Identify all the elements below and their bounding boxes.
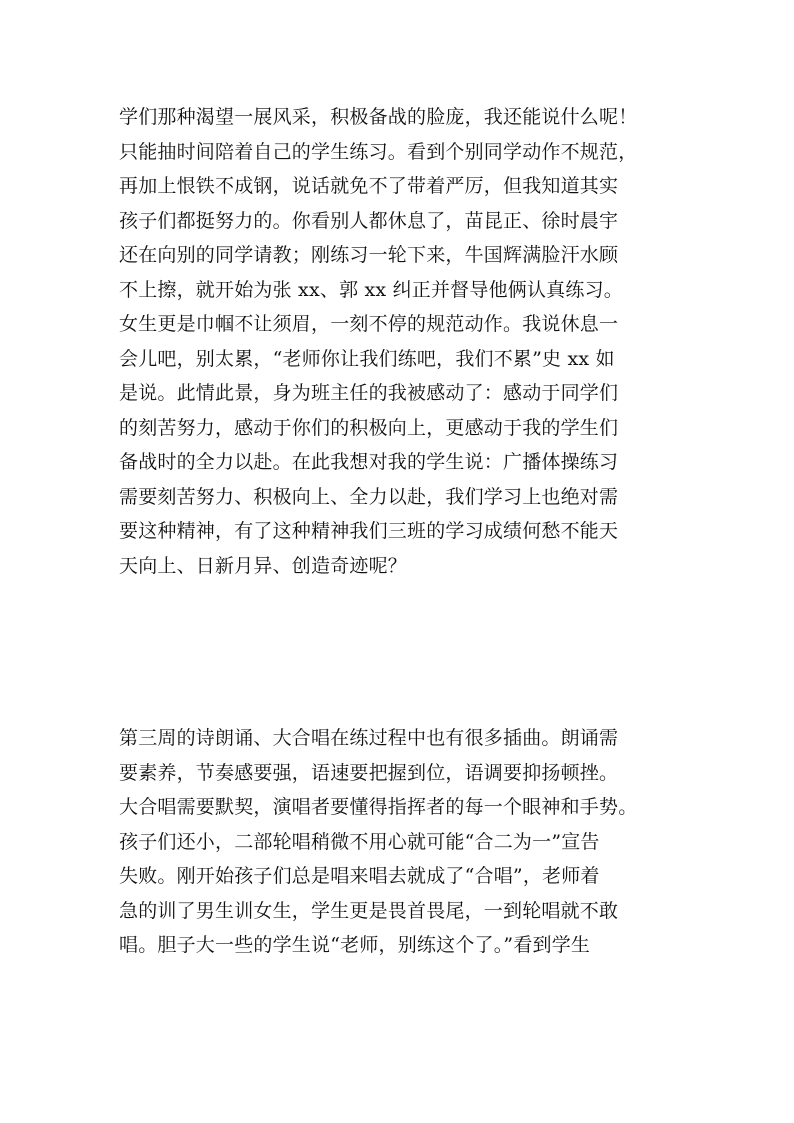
text-line: 女生更是巾帼不让须眉，一刻不停的规范动作。我说休息一 bbox=[119, 313, 619, 335]
text-line: 的刻苦努力，感动于你们的积极向上，更感动于我的学生们 bbox=[119, 416, 619, 439]
text-line: 还在向别的同学请教；刚练习一轮下来，牛国辉满脸汗水顾 bbox=[119, 244, 619, 266]
text-line: 天向上、日新月异、创造奇迹呢？ bbox=[119, 554, 408, 577]
text-line: 需要刻苦努力、积极向上、全力以赴，我们学习上也绝对需 bbox=[119, 485, 619, 508]
text-line: 孩子们都挺努力的。你看别人都休息了，苗昆正、徐时晨宇 bbox=[119, 209, 619, 232]
paragraph bbox=[119, 721, 679, 963]
text-line: 孩子们还小，二部轮唱稍微不用心就可能“合二为一”宣告 bbox=[119, 830, 600, 853]
text-line: 备战时的全力以赴。在此我想对我的学生说：广播体操练习 bbox=[119, 451, 619, 473]
text-line: 学们那种渴望一展风采，积极备战的脸庞，我还能说什么呢！ bbox=[119, 106, 638, 128]
paragraph bbox=[119, 100, 679, 583]
text-line: 要这种精神，有了这种精神我们三班的学习成绩何愁不能天 bbox=[119, 520, 619, 542]
text-line: 唱。胆子大一些的学生说“老师，别练这个了。”看到学生 bbox=[119, 934, 591, 956]
text-line: 大合唱需要默契，演唱者要懂得指挥者的每一个眼神和手势。 bbox=[119, 796, 638, 818]
text-line: 失败。刚开始孩子们总是唱来唱去就成了“合唱”，老师着 bbox=[119, 865, 600, 887]
text-line: 第三周的诗朗诵、大合唱在练过程中也有很多插曲。朗诵需 bbox=[119, 727, 619, 749]
text-line: 再加上恨铁不成钢，说话就免不了带着严厉，但我知道其实 bbox=[119, 175, 619, 197]
text-line: 只能抽时间陪着自己的学生练习。看到个别同学动作不规范， bbox=[119, 140, 638, 163]
text-line: 要素养，节奏感要强，语速要把握到位，语调要抑扬顿挫。 bbox=[119, 761, 619, 784]
text-line: 会儿吧，别太累，“老师你让我们练吧，我们不累”史 xx 如 bbox=[119, 347, 615, 370]
text-line: 急的训了男生训女生，学生更是畏首畏尾，一到轮唱就不敢 bbox=[119, 899, 619, 922]
text-line: 不上擦，就开始为张 xx、郭 xx 纠正并督导他俩认真练习。 bbox=[119, 278, 623, 301]
text-line: 是说。此情此景，身为班主任的我被感动了：感动于同学们 bbox=[119, 382, 619, 404]
